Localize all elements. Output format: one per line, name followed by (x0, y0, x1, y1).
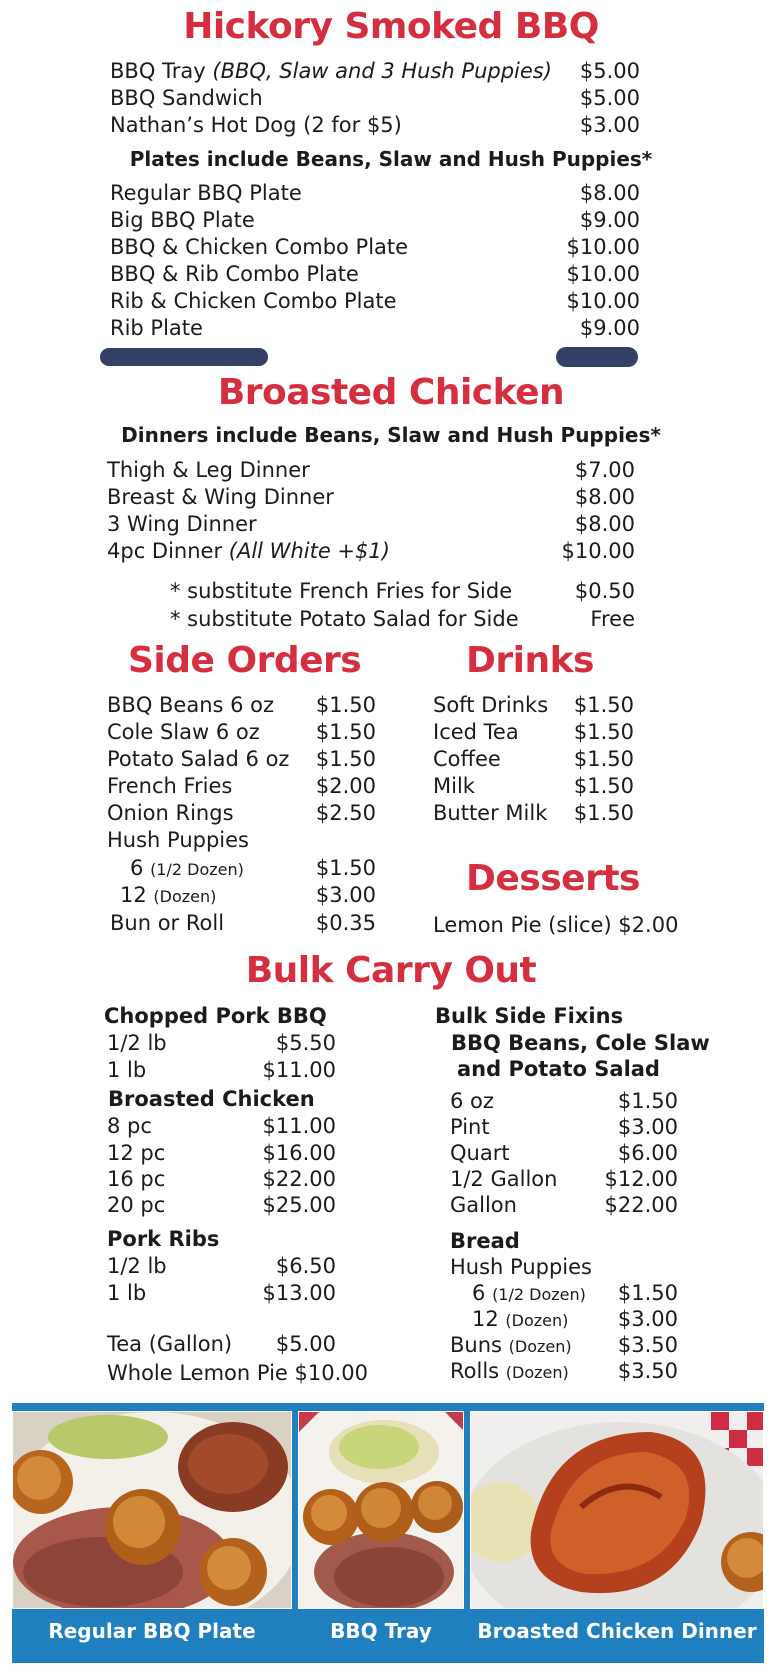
bulk-fixins-price: $22.00 (604, 1193, 678, 1217)
bulk-bread-item: Rolls (Dozen) (450, 1359, 569, 1383)
plate-price: $9.00 (579, 316, 640, 340)
bulk-lemon-pie: Whole Lemon Pie $10.00 (107, 1361, 369, 1385)
bulk-ribs-item: 1/2 lb (107, 1254, 167, 1278)
bulk-pork-title: Chopped Pork BBQ (104, 1004, 327, 1028)
chicken-item: 3 Wing Dinner (107, 512, 257, 536)
bulk-fixins-item: Pint (450, 1115, 490, 1139)
plate-item: Big BBQ Plate (110, 208, 255, 232)
plate-item: Regular BBQ Plate (110, 181, 302, 205)
plates-note: Plates include Beans, Slaw and Hush Puppies* (129, 147, 653, 171)
side-item: Onion Rings (107, 801, 234, 825)
price-bbq-tray: $5.00 (579, 59, 640, 83)
bulk-pork-price: $11.00 (262, 1058, 336, 1082)
bbq-tray-photo (298, 1411, 464, 1609)
chicken-item: Thigh & Leg Dinner (107, 458, 310, 482)
bulk-bread-hush-item: 12 (Dozen) (472, 1307, 569, 1331)
scribbled-out-price (556, 347, 638, 367)
menu-item-hot-dog: Nathan’s Hot Dog (2 for $5) (110, 113, 402, 137)
side-bun-price: $0.35 (315, 911, 376, 935)
bulk-bread-hush-item: 6 (1/2 Dozen) (472, 1281, 586, 1305)
dessert-item: Lemon Pie (slice) $2.00 (433, 913, 679, 937)
substitute-fries: * substitute French Fries for Side (170, 579, 513, 603)
bulk-bread-hush-price: $1.50 (617, 1281, 678, 1305)
drink-item: Iced Tea (433, 720, 519, 744)
side-hush-price: $1.50 (315, 856, 376, 880)
chicken-price: $8.00 (574, 485, 635, 509)
side-item: French Fries (107, 774, 233, 798)
side-price: $2.00 (315, 774, 376, 798)
bulk-bread-title: Bread (450, 1229, 520, 1253)
bulk-fixins-price: $3.00 (617, 1115, 678, 1139)
price-hot-dog: $3.00 (579, 113, 640, 137)
caption-regular-bbq-plate: Regular BBQ Plate (48, 1619, 256, 1643)
scribbled-out-item (100, 348, 268, 366)
menu-item-bbq-tray: BBQ Tray (BBQ, Slaw and 3 Hush Puppies) (110, 59, 552, 83)
bulk-bread-hush-label: Hush Puppies (450, 1255, 592, 1279)
drink-price: $1.50 (573, 747, 634, 771)
chicken-price: $10.00 (561, 539, 635, 563)
chicken-item: 4pc Dinner (All White +$1) (107, 539, 390, 563)
drink-price: $1.50 (573, 693, 634, 717)
side-bun: Bun or Roll (110, 911, 225, 935)
drink-price: $1.50 (573, 720, 634, 744)
plate-item: BBQ & Rib Combo Plate (110, 262, 359, 286)
plate-price: $9.00 (579, 208, 640, 232)
bulk-pork-item: 1/2 lb (107, 1031, 167, 1055)
side-price: $1.50 (315, 747, 376, 771)
chicken-price: $8.00 (574, 512, 635, 536)
bulk-ribs-title: Pork Ribs (107, 1227, 220, 1251)
bulk-bread-price: $3.50 (617, 1359, 678, 1383)
side-hush-price: $3.00 (315, 883, 376, 907)
plate-item: Rib & Chicken Combo Plate (110, 289, 397, 313)
plate-item: Rib Plate (110, 316, 203, 340)
drink-item: Butter Milk (433, 801, 548, 825)
side-item: Cole Slaw 6 oz (107, 720, 260, 744)
caption-broasted-chicken-dinner: Broasted Chicken Dinner (477, 1619, 757, 1643)
substitute-fries-price: $0.50 (574, 579, 635, 603)
bulk-fixins-subtitle-2: and Potato Salad (457, 1057, 660, 1081)
bulk-chicken-title: Broasted Chicken (108, 1087, 315, 1111)
chicken-item: Breast & Wing Dinner (107, 485, 334, 509)
caption-bbq-tray: BBQ Tray (330, 1619, 432, 1643)
plate-price: $8.00 (579, 181, 640, 205)
bulk-tea: Tea (Gallon) (107, 1332, 233, 1356)
bulk-bread-item: Buns (Dozen) (450, 1333, 572, 1357)
drink-price: $1.50 (573, 774, 634, 798)
regular-bbq-plate-photo (12, 1411, 292, 1609)
drinks-section-title: Drinks (466, 640, 594, 681)
side-hush-label: Hush Puppies (107, 828, 249, 852)
side-hush-item: 6 (1/2 Dozen) (130, 856, 244, 880)
bulk-fixins-price: $1.50 (617, 1089, 678, 1113)
substitute-potato-salad: * substitute Potato Salad for Side (170, 607, 519, 631)
dinners-note: Dinners include Beans, Slaw and Hush Puppies* (121, 423, 661, 447)
bulk-bread-hush-price: $3.00 (617, 1307, 678, 1331)
plate-item: BBQ & Chicken Combo Plate (110, 235, 409, 259)
side-item: Potato Salad 6 oz (107, 747, 290, 771)
bulk-fixins-subtitle-1: BBQ Beans, Cole Slaw (451, 1031, 710, 1055)
bulk-tea-price: $5.00 (275, 1332, 336, 1356)
plate-price: $10.00 (566, 289, 640, 313)
side-price: $1.50 (315, 693, 376, 717)
chicken-section-title: Broasted Chicken (217, 372, 565, 413)
bulk-section-title: Bulk Carry Out (245, 950, 537, 991)
bulk-fixins-title: Bulk Side Fixins (435, 1004, 624, 1028)
price-bbq-sandwich: $5.00 (579, 86, 640, 110)
side-price: $1.50 (315, 720, 376, 744)
bulk-chicken-item: 20 pc (107, 1193, 166, 1217)
bulk-chicken-price: $22.00 (262, 1167, 336, 1191)
bulk-pork-price: $5.50 (275, 1031, 336, 1055)
bulk-chicken-item: 8 pc (107, 1114, 152, 1138)
bulk-ribs-item: 1 lb (107, 1281, 147, 1305)
bulk-chicken-price: $16.00 (262, 1141, 336, 1165)
plate-price: $10.00 (566, 262, 640, 286)
plate-price: $10.00 (566, 235, 640, 259)
bulk-chicken-item: 16 pc (107, 1167, 166, 1191)
bulk-fixins-item: 1/2 Gallon (450, 1167, 558, 1191)
drink-item: Coffee (433, 747, 501, 771)
bulk-fixins-item: 6 oz (450, 1089, 494, 1113)
bulk-fixins-price: $6.00 (617, 1141, 678, 1165)
bbq-section-title: Hickory Smoked BBQ (183, 6, 599, 47)
menu-item-bbq-sandwich: BBQ Sandwich (110, 86, 263, 110)
bulk-fixins-item: Quart (450, 1141, 510, 1165)
side-hush-item: 12 (Dozen) (120, 883, 217, 907)
substitute-potato-salad-price: Free (590, 607, 635, 631)
side-item: BBQ Beans 6 oz (107, 693, 275, 717)
sides-section-title: Side Orders (128, 640, 362, 681)
chicken-price: $7.00 (574, 458, 635, 482)
bulk-ribs-price: $13.00 (262, 1281, 336, 1305)
broasted-chicken-dinner-photo (470, 1411, 764, 1609)
bulk-chicken-item: 12 pc (107, 1141, 166, 1165)
drink-item: Milk (433, 774, 475, 798)
photo-band (12, 1403, 764, 1663)
desserts-section-title: Desserts (466, 858, 640, 899)
bulk-pork-item: 1 lb (107, 1058, 147, 1082)
drink-price: $1.50 (573, 801, 634, 825)
bulk-ribs-price: $6.50 (275, 1254, 336, 1278)
bulk-fixins-price: $12.00 (604, 1167, 678, 1191)
bulk-chicken-price: $11.00 (262, 1114, 336, 1138)
bulk-bread-price: $3.50 (617, 1333, 678, 1357)
bulk-fixins-item: Gallon (450, 1193, 517, 1217)
side-price: $2.50 (315, 801, 376, 825)
bulk-chicken-price: $25.00 (262, 1193, 336, 1217)
drink-item: Soft Drinks (433, 693, 549, 717)
